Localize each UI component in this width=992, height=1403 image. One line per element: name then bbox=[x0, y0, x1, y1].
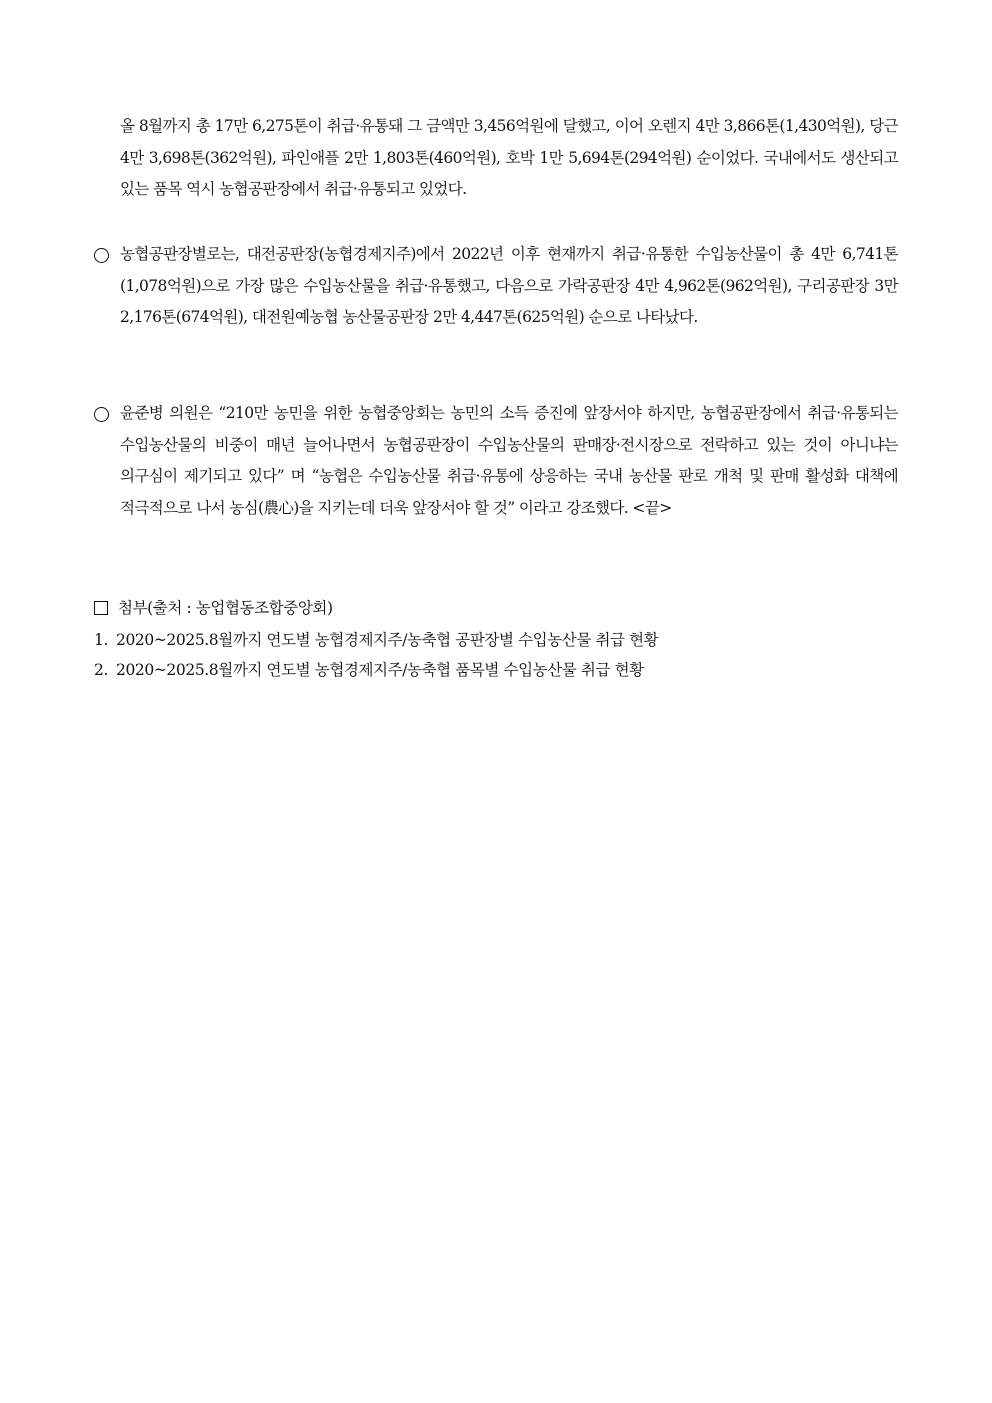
attachment-item bbox=[94, 655, 658, 685]
paragraph-auction-house-ranking: 농협공판장별로는, 대전공판장(농협경제지주)에서 2022년 이후 현재까지 취급·유통한 수입농산물이 총 4만 6,741톤(1,078억원)으로 가장 많은 수입농산물을 취급·유통했고, 다음으로 가락공판장 4만 4,962톤(962억원), 구리공판장 3만 2,176톤(674억원), 대전원예농협 농산물공판장 2만 4,447톤(625억원) 순으로 나타났다. bbox=[120, 245, 898, 326]
open-circle-icon bbox=[94, 405, 114, 425]
attachment-title: 2020~2025.8월까지 연도별 농협경제지주/농축협 품목별 수입농산물 취급 현황 bbox=[116, 661, 644, 679]
paragraph-lawmaker-quote: 윤준병 의원은 “210만 농민을 위한 농협중앙회는 농민의 소득 증진에 앞장서야 하지만, 농협공판장에서 취급·유통되는 수입농산물의 비중이 매년 늘어나면서 농협공판장이 수입농산물의 판매장·전시장으로 전락하고 있는 것이 아니냐는 의구심이 제기되고 있다” 며 “농협은 수입농산물 취급·유통에 상응하는 국내 농산물 판로 개척 및 판매 활성화 대책에 적극적으로 나서 농심(農心)을 지키는데 더욱 앞장서야 할 것” 이라고 강조했다. <끝> bbox=[120, 404, 898, 517]
open-square-icon bbox=[94, 601, 108, 615]
attachments-heading-text: 첨부(출처 : 농업협동조합중앙회) bbox=[118, 599, 333, 617]
open-circle-icon bbox=[94, 246, 114, 266]
attachment-item bbox=[94, 625, 658, 655]
paragraph-import-items-continued: 올 8월까지 총 17만 6,275톤이 취급·유통돼 그 금액만 3,456억원에 달했고, 이어 오렌지 4만 3,866톤(1,430억원), 당근 4만 3,698톤(362억원), 파인애플 2만 1,803톤(460억원), 호박 1만 5,694톤(294억원) 순이었다. 국내에서도 생산되고 있는 품목 역시 농협공판장에서 취급·유통되고 있었다. bbox=[120, 117, 898, 198]
attachment-number: 2. bbox=[94, 661, 108, 679]
attachment-title: 2020~2025.8월까지 연도별 농협경제지주/농축협 공판장별 수입농산물 취급 현황 bbox=[116, 631, 659, 649]
attachments-list bbox=[94, 625, 658, 685]
attachments-heading bbox=[94, 593, 333, 623]
attachment-number: 1. bbox=[94, 631, 108, 649]
